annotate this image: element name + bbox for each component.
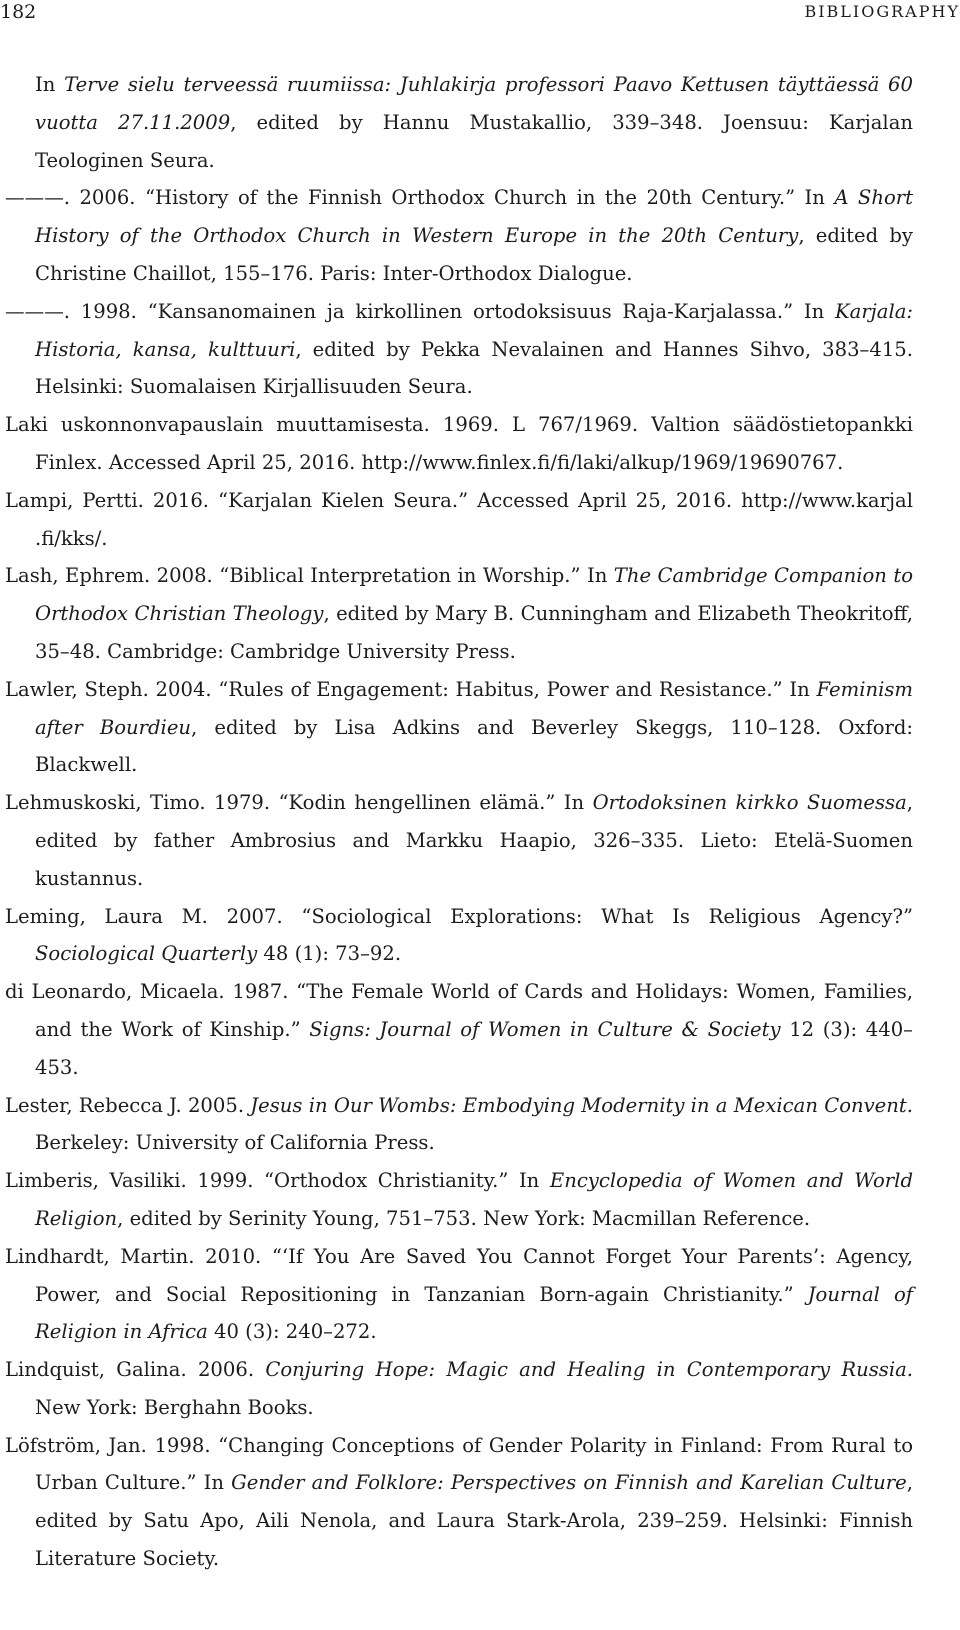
entry-text: Leming, Laura M. 2007. “Sociological Explorations: What Is Religious Agency?” [5, 904, 913, 928]
entry-title-italic: Journal of Religion in Africa [35, 1282, 913, 1344]
entry-text: Lehmuskoski, Timo. 1979. “Kodin hengellinen elämä.” In [5, 791, 593, 815]
bibliography-entry-laki [5, 406, 913, 482]
entry-text: , edited by father Ambrosius and Markku Haapio, 326–335. Lieto: Etelä-Suomen kustannus. [35, 791, 913, 890]
entry-title-italic: Conjuring Hope: Magic and Healing in Contemporary Russia. [265, 1358, 913, 1382]
entry-text: , edited by Pekka Nevalainen and Hannes Sihvo, 383–415. Helsinki: Suomalaisen Kirjallisuuden Seura. [35, 337, 913, 399]
entry-text: ———. 1998. “Kansanomainen ja kirkollinen ortodoksisuus Raja-Karjalassa.” In [5, 299, 835, 323]
entry-text: di Leonardo, Micaela. 1987. “The Female World of Cards and Holidays: Women, Families, and the Work of Kinship.” [5, 980, 913, 1041]
entry-text: , edited by Christine Chaillot, 155–176. Paris: Inter-Orthodox Dialogue. [35, 224, 913, 285]
entry-text: 12 (3): 440–453. [35, 1017, 913, 1079]
bibliography-entry-ditto-1998 [5, 293, 913, 406]
entry-text: Lash, Ephrem. 2008. “Biblical Interpretation in Worship.” In [5, 564, 614, 588]
entry-text: Lindquist, Galina. 2006. [5, 1358, 266, 1382]
entry-text: Berkeley: University of California Press. [35, 1131, 435, 1155]
entry-text: Lester, Rebecca J. 2005. [5, 1093, 251, 1117]
entry-title-italic: Sociological Quarterly [35, 942, 258, 966]
entry-title-italic: Encyclopedia of Women and World Religion [35, 1169, 913, 1230]
bibliography-entry-leming [5, 898, 913, 974]
bibliography-entry-ditto-2006 [5, 179, 913, 292]
bibliography-entry-lindquist [5, 1351, 913, 1427]
bibliography-entry-di-leonardo [5, 973, 913, 1086]
entry-title-italic: Feminism after Bourdieu [35, 677, 913, 739]
bibliography-entry-lampi [5, 482, 913, 558]
bibliography-entry-limberis [5, 1162, 913, 1238]
entry-text: Laki uskonnonvapauslain muuttamisesta. 1969. L 767/1969. Valtion säädöstietopankki Finlex. Accessed April 25, 2016. http://www.finlex.fi/fi/laki/alkup/1969/19690767. [5, 413, 913, 474]
entry-title-italic: The Cambridge Companion to Orthodox Christian Theology [35, 564, 913, 626]
bibliography-entry-lester [5, 1087, 913, 1163]
bibliography-entry-lawler [5, 671, 913, 784]
running-head: BIBLIOGRAPHY [804, 2, 960, 21]
bibliography-list [5, 66, 913, 1578]
entry-text: , edited by Satu Apo, Aili Nenola, and Laura Stark-Arola, 239–259. Helsinki: Finnish Literature Society. [35, 1471, 913, 1571]
entry-title-italic: Karjala: Historia, kansa, kulttuuri [35, 299, 913, 361]
entry-text: New York: Berghahn Books. [35, 1395, 314, 1419]
page-number: 182 [0, 1, 37, 23]
entry-text: , edited by Lisa Adkins and Beverley Skeggs, 110–128. Oxford: Blackwell. [35, 715, 914, 777]
entry-text: Lawler, Steph. 2004. “Rules of Engagement: Habitus, Power and Resistance.” In [5, 677, 817, 701]
entry-title-italic: A Short History of the Orthodox Church in Western Europe in the 20th Century [35, 186, 913, 248]
entry-title-italic: Ortodoksinen kirkko Suomessa [592, 791, 907, 815]
bibliography-entry-lindhardt [5, 1238, 913, 1351]
entry-text: Löfström, Jan. 1998. “Changing Conceptions of Gender Polarity in Finland: From Rural to Urban Culture.” In [5, 1433, 913, 1495]
page-header [0, 0, 960, 26]
bibliography-entry-lash [5, 557, 913, 670]
entry-text: 40 (3): 240–272. [207, 1320, 377, 1344]
entry-text: Lindhardt, Martin. 2010. “‘If You Are Saved You Cannot Forget Your Parents’: Agency, Power, and Social Repositioning in Tanzanian Born-again Christianity.” [5, 1244, 913, 1306]
bibliography-entry-lehmuskoski [5, 784, 913, 897]
entry-text: , edited by Serinity Young, 751–753. New York: Macmillan Reference. [117, 1206, 811, 1230]
entry-text: ———. 2006. “History of the Finnish Orthodox Church in the 20th Century.” In [5, 186, 835, 210]
entry-text: , edited by Hannu Mustakallio, 339–348. Joensuu: Karjalan Teologinen Seura. [35, 110, 913, 172]
bibliography-entry-lofstrom [5, 1427, 913, 1578]
entry-text: In [35, 73, 65, 96]
entry-text: , edited by Mary B. Cunningham and Elizabeth Theokritoff, 35–48. Cambridge: Cambridge University Press. [35, 602, 913, 663]
entry-title-italic: Gender and Folklore: Perspectives on Finnish and Karelian Culture [231, 1471, 907, 1495]
bibliography-entry-cont-1 [5, 66, 913, 179]
entry-text: Lampi, Pertti. 2016. “Karjalan Kielen Seura.” Accessed April 25, 2016. http://www.karjal .fi/kks/. [5, 488, 913, 550]
entry-text: 48 (1): 73–92. [257, 942, 402, 966]
entry-title-italic: Signs: Journal of Women in Culture & Society [309, 1017, 781, 1041]
entry-text: Limberis, Vasiliki. 1999. “Orthodox Christianity.” In [5, 1169, 550, 1193]
entry-title-italic: Terve sielu terveessä ruumiissa: Juhlakirja professori Paavo Kettusen täyttäessä 60 vuotta 27.11.2009 [35, 73, 913, 134]
entry-title-italic: Jesus in Our Wombs: Embodying Modernity in a Mexican Convent. [250, 1093, 913, 1117]
